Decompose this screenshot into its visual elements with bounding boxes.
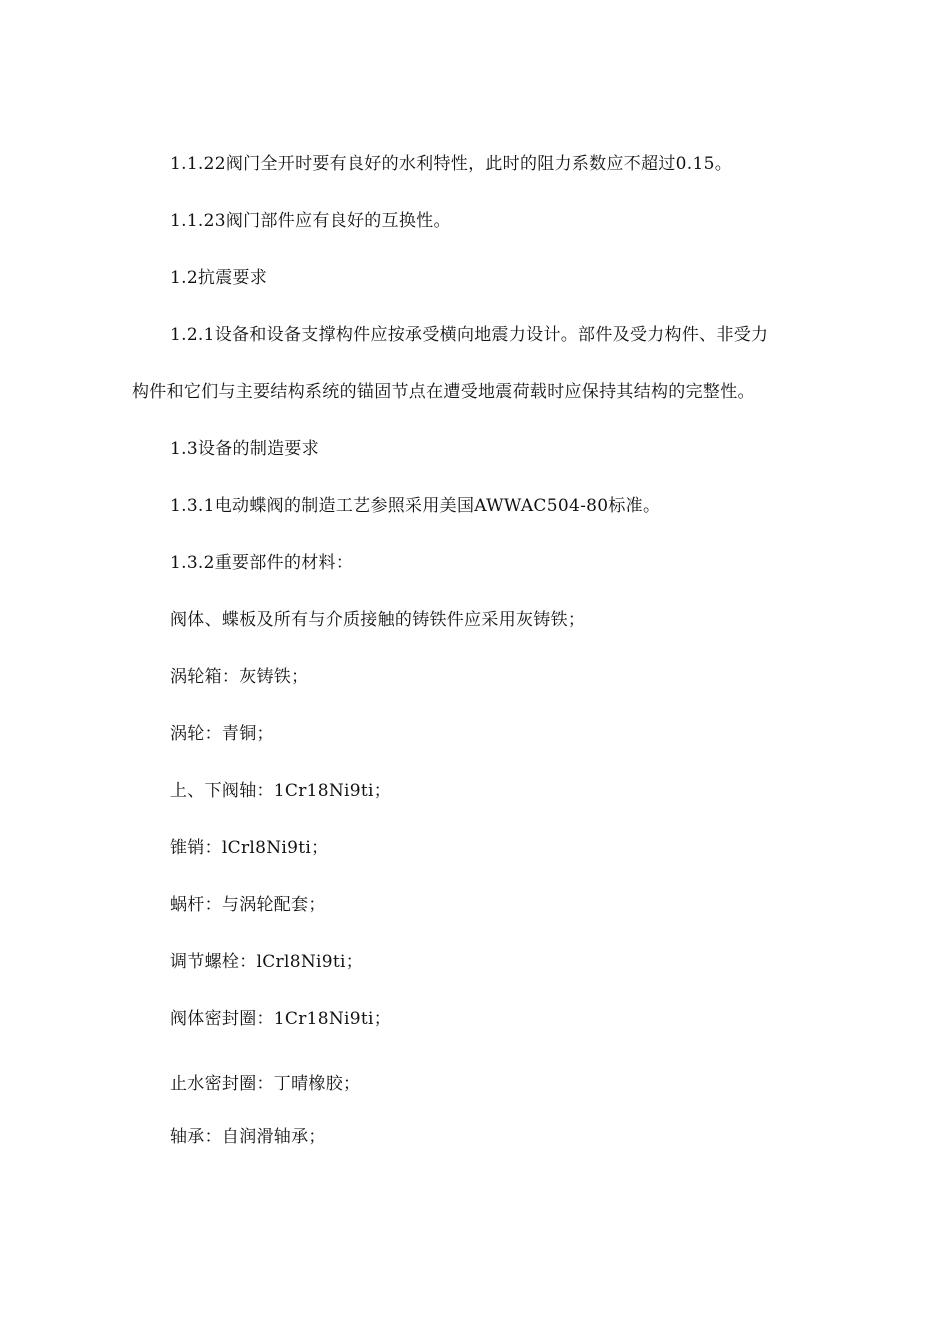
paragraph-1-3-2: 1.3.2重要部件的材料： — [170, 553, 354, 573]
paragraph-1-2-1-line-2: 构件和它们与主要结构系统的锚固节点在遭受地震荷载时应保持其结构的完整性。 — [132, 382, 755, 402]
material-item-adjusting-bolt: 调节螺栓：lCrl8Ni9ti； — [170, 952, 364, 972]
material-item-body-seal-ring: 阀体密封圈：1Cr18Ni9ti； — [170, 1009, 392, 1029]
section-heading-1-3: 1.3设备的制造要求 — [170, 439, 320, 459]
material-item-taper-pin: 锥销：lCrl8Ni9ti； — [170, 838, 329, 858]
material-item-worm: 蜗杆：与涡轮配套； — [170, 895, 326, 915]
material-item-valve-shaft: 上、下阀轴：1Cr18Ni9ti； — [170, 781, 392, 801]
material-item-bearing: 轴承：自润滑轴承； — [170, 1127, 326, 1147]
material-item-water-seal-ring: 止水密封圈：丁晴橡胶； — [170, 1074, 361, 1094]
material-item-worm-wheel: 涡轮：青铜； — [170, 724, 274, 744]
paragraph-1-2-1-line-1: 1.2.1设备和设备支撑构件应按承受横向地震力设计。部件及受力构件、非受力 — [170, 325, 769, 345]
paragraph-1-3-1: 1.3.1电动蝶阀的制造工艺参照采用美国AWWAC504-80标准。 — [170, 496, 661, 516]
material-item-gearbox: 涡轮箱：灰铸铁； — [170, 667, 309, 687]
material-item-valve-body: 阀体、蝶板及所有与介质接触的铸铁件应采用灰铸铁； — [170, 610, 586, 630]
paragraph-1-1-22: 1.1.22阀门全开时要有良好的水利特性，此时的阻力系数应不超过0.15。 — [170, 154, 733, 174]
section-heading-1-2: 1.2抗震要求 — [170, 268, 268, 288]
paragraph-1-1-23: 1.1.23阀门部件应有良好的互换性。 — [170, 211, 451, 231]
